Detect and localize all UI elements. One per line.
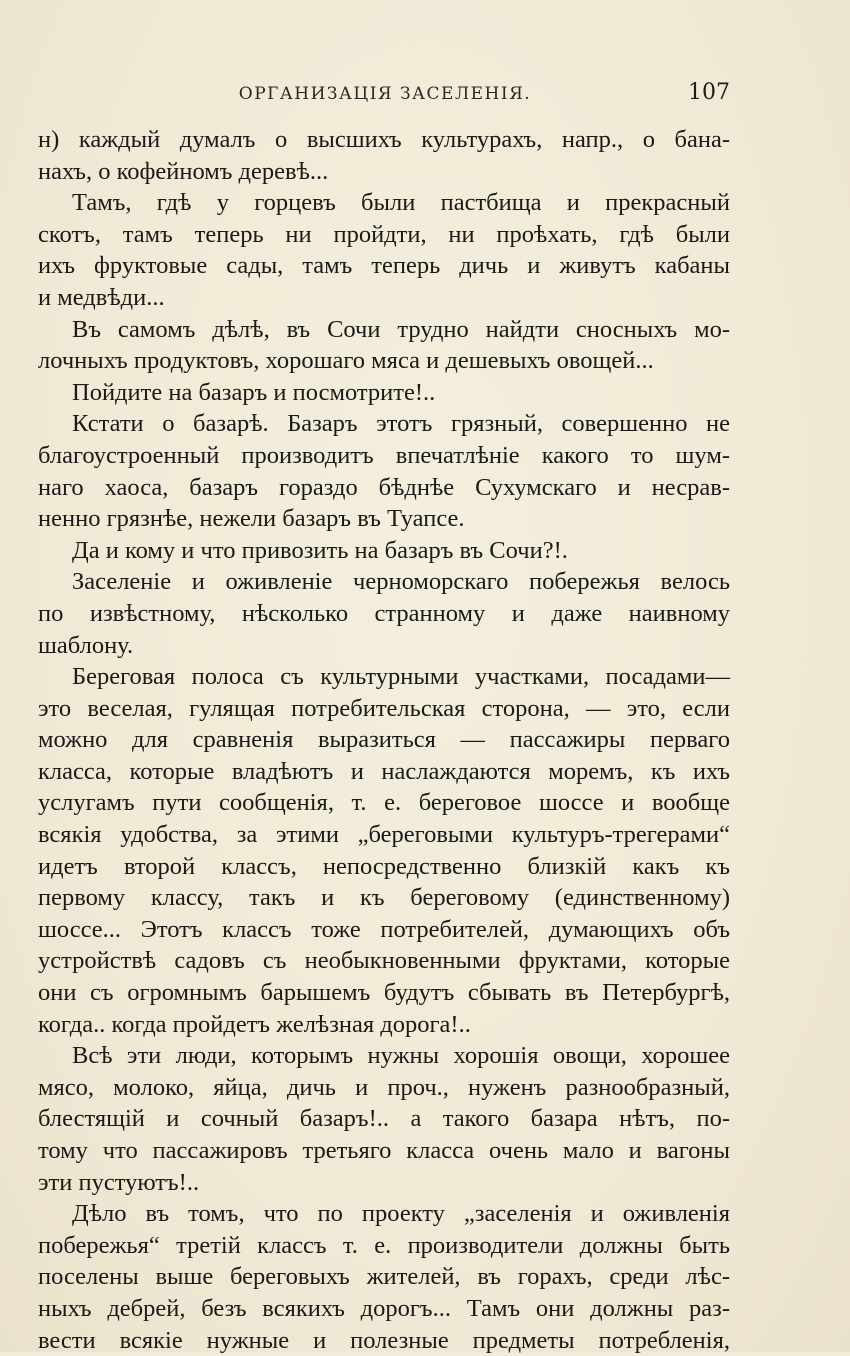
text-line: Всѣ эти люди, которымъ нужны хорошія овощи, хорошее xyxy=(72,1042,730,1070)
text-line: ихъ фруктовые сады, тамъ теперь дичь и живутъ кабаны xyxy=(38,252,730,280)
text-line: по извѣстному, нѣсколько странному и даже наивному xyxy=(38,599,730,627)
text-line: поселены выше береговыхъ жителей, въ горахъ, среди лѣс- xyxy=(38,1263,730,1291)
text-line: шаблону. xyxy=(38,631,134,659)
text-line: услугамъ пути сообщенія, т. е. береговое шоссе и вообще xyxy=(38,789,730,817)
text-line: Пойдите на базаръ и посмотрите!.. xyxy=(72,378,436,406)
text-line: побережья“ третій классъ т. е. производители должны быть xyxy=(38,1231,730,1259)
text-line: вести всякіе нужные и полезные предметы потребленія, xyxy=(38,1326,730,1354)
text-line: ныхъ дебрей, безъ всякихъ дорогъ... Тамъ они должны раз- xyxy=(38,1294,730,1322)
paragraph xyxy=(38,187,730,313)
text-line: Заселеніе и оживленіе черноморскаго побережья велось xyxy=(72,568,730,596)
text-line: идетъ второй классъ, непосредственно близкій какъ къ xyxy=(38,852,730,880)
text-line: шоссе... Этотъ классъ тоже потребителей, думающихъ объ xyxy=(38,915,730,943)
running-title: ОРГАНИЗАЦІЯ ЗАСЕЛЕНІЯ. xyxy=(238,84,532,104)
paragraph xyxy=(38,124,730,187)
text-line: всякія удобства, за этими „береговыми культуръ-трегерами“ xyxy=(38,821,730,849)
paragraph xyxy=(38,1198,730,1356)
paragraph xyxy=(38,566,730,661)
text-line: Въ самомъ дѣлѣ, въ Сочи трудно найдти сносныхъ мо- xyxy=(72,315,730,343)
text-line: Дѣло въ томъ, что по проекту „заселенія и оживленія xyxy=(72,1200,730,1228)
text-line: когда.. когда пройдетъ желѣзная дорога!.. xyxy=(38,1010,471,1038)
text-line: класса, которые владѣютъ и наслаждаются моремъ, къ ихъ xyxy=(38,757,730,785)
text-line: Да и кому и что привозить на базаръ въ Сочи?!. xyxy=(72,536,568,564)
text-line: Тамъ, гдѣ у горцевъ были пастбища и прекрасный xyxy=(72,189,730,217)
body-text xyxy=(38,124,730,1356)
page-header xyxy=(40,80,730,112)
text-line: н) каждый думалъ о высшихъ культурахъ, напр., о бана- xyxy=(38,126,730,153)
page-number: 107 xyxy=(688,80,730,105)
text-line: мясо, молоко, яйца, дичь и проч., нуженъ разнообразный, xyxy=(38,1073,730,1101)
text-line: и медвѣди... xyxy=(38,283,165,311)
text-line: они съ огромнымъ барышемъ будутъ сбывать въ Петербургѣ, xyxy=(38,979,730,1007)
text-line: это веселая, гулящая потребительская сторона, — это, если xyxy=(38,694,730,722)
text-line: тому что пассажировъ третьяго класса очень мало и вагоны xyxy=(38,1137,730,1164)
paragraph xyxy=(38,661,730,1040)
text-line: наго хаоса, базаръ гораздо бѣднѣе Сухумскаго и несрав- xyxy=(38,473,730,501)
text-line: блестящій и сочный базаръ!.. а такого базара нѣтъ, по- xyxy=(38,1105,730,1133)
text-line: Кстати о базарѣ. Базаръ этотъ грязный, совершенно не xyxy=(72,410,730,438)
text-line: эти пустуютъ!.. xyxy=(38,1168,200,1196)
paragraph xyxy=(38,535,730,567)
paragraph xyxy=(38,408,730,534)
text-line: устройствѣ садовъ съ необыкновенными фруктами, которые xyxy=(38,947,730,975)
text-line: лочныхъ продуктовъ, хорошаго мяса и дешевыхъ овощей... xyxy=(38,347,654,375)
paragraph xyxy=(38,377,730,409)
paragraph xyxy=(38,314,730,377)
text-line: нахъ, о кофейномъ деревѣ... xyxy=(38,157,329,185)
text-line: скотъ, тамъ теперь ни пройдти, ни проѣхать, гдѣ были xyxy=(38,220,730,248)
paragraph xyxy=(38,1040,730,1198)
text-line: первому классу, такъ и къ береговому (единственному) xyxy=(38,884,730,912)
text-line: благоустроенный производитъ впечатлѣніе какого то шум- xyxy=(38,441,730,469)
text-line: Береговая полоса съ культурными участками, посадами— xyxy=(72,663,730,691)
text-line: можно для сравненія выразиться — пассажиры перваго xyxy=(38,726,730,754)
text-line: ненно грязнѣе, нежели базаръ въ Туапсе. xyxy=(38,505,465,533)
